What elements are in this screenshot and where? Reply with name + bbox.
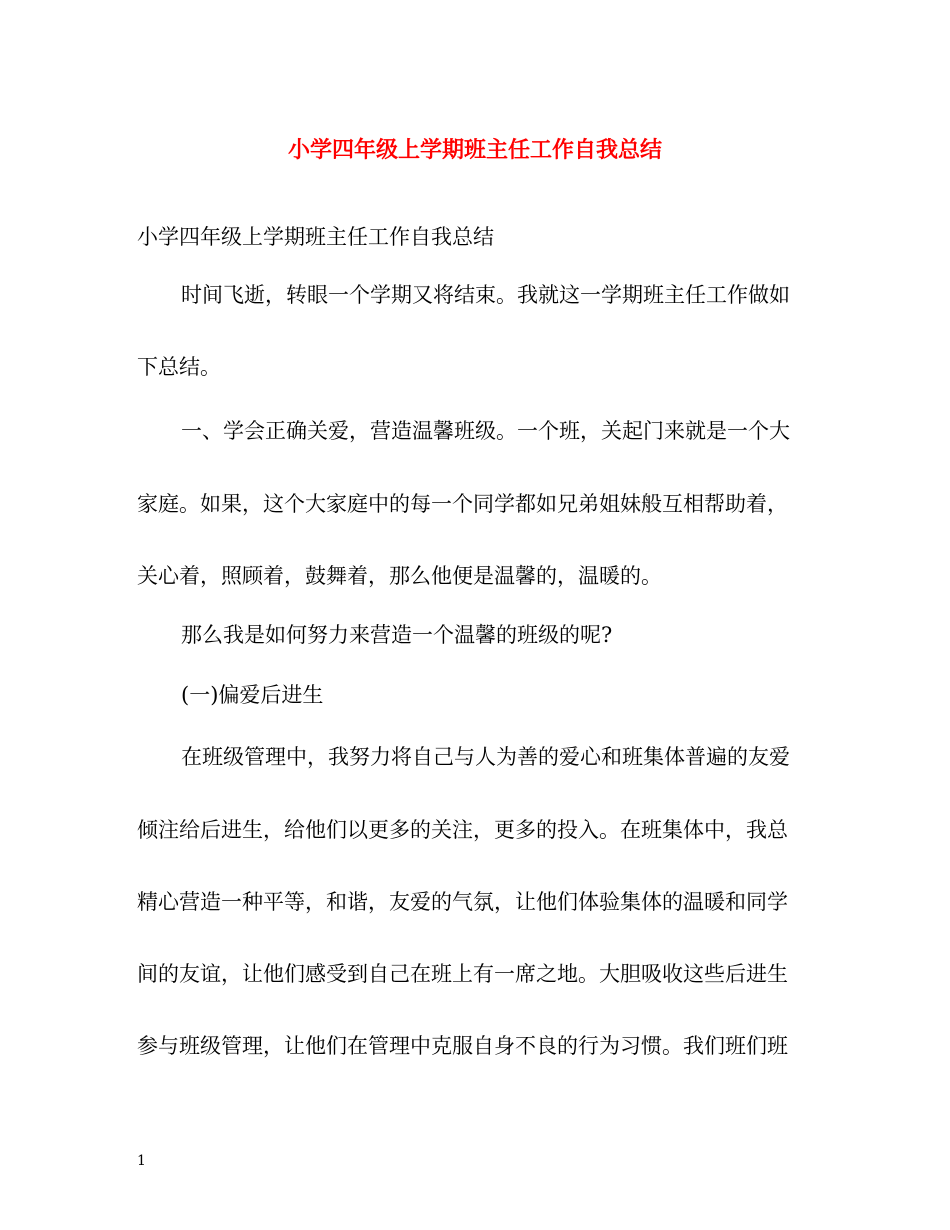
paragraph-line: 家庭。如果，这个大家庭中的每一个同学都如兄弟姐妹般互相帮助着， xyxy=(137,492,788,516)
paragraph-line: 精心营造一种平等，和谐，友爱的气氛，让他们体验集体的温暖和同学 xyxy=(137,890,788,914)
paragraph-line: 倾注给后进生，给他们以更多的关注，更多的投入。在班集体中，我总 xyxy=(137,818,788,842)
page-number: 1 xyxy=(137,1153,146,1169)
subtitle-line: 小学四年级上学期班主任工作自我总结 xyxy=(137,225,494,249)
section-heading: (一)偏爱后进生 xyxy=(181,683,324,707)
paragraph-line: 那么我是如何努力来营造一个温馨的班级的呢? xyxy=(181,623,613,647)
document-title: 小学四年级上学期班主任工作自我总结 xyxy=(287,137,662,163)
paragraph-line: 时间飞逝，转眼一个学期又将结束。我就这一学期班主任工作做如 xyxy=(181,283,790,307)
paragraph-line: 间的友谊，让他们感受到自己在班上有一席之地。大胆吸收这些后进生 xyxy=(137,962,788,986)
paragraph-line: 一、学会正确关爱，营造温馨班级。一个班，关起门来就是一个大 xyxy=(181,419,790,443)
paragraph-line: 参与班级管理，让他们在管理中克服自身不良的行为习惯。我们班们班 xyxy=(137,1034,788,1058)
paragraph-line: 下总结。 xyxy=(137,355,221,379)
paragraph-line: 在班级管理中，我努力将自己与人为善的爱心和班集体普遍的友爱 xyxy=(181,745,790,769)
paragraph-line: 关心着，照顾着，鼓舞着，那么他便是温馨的，温暖的。 xyxy=(137,564,662,588)
